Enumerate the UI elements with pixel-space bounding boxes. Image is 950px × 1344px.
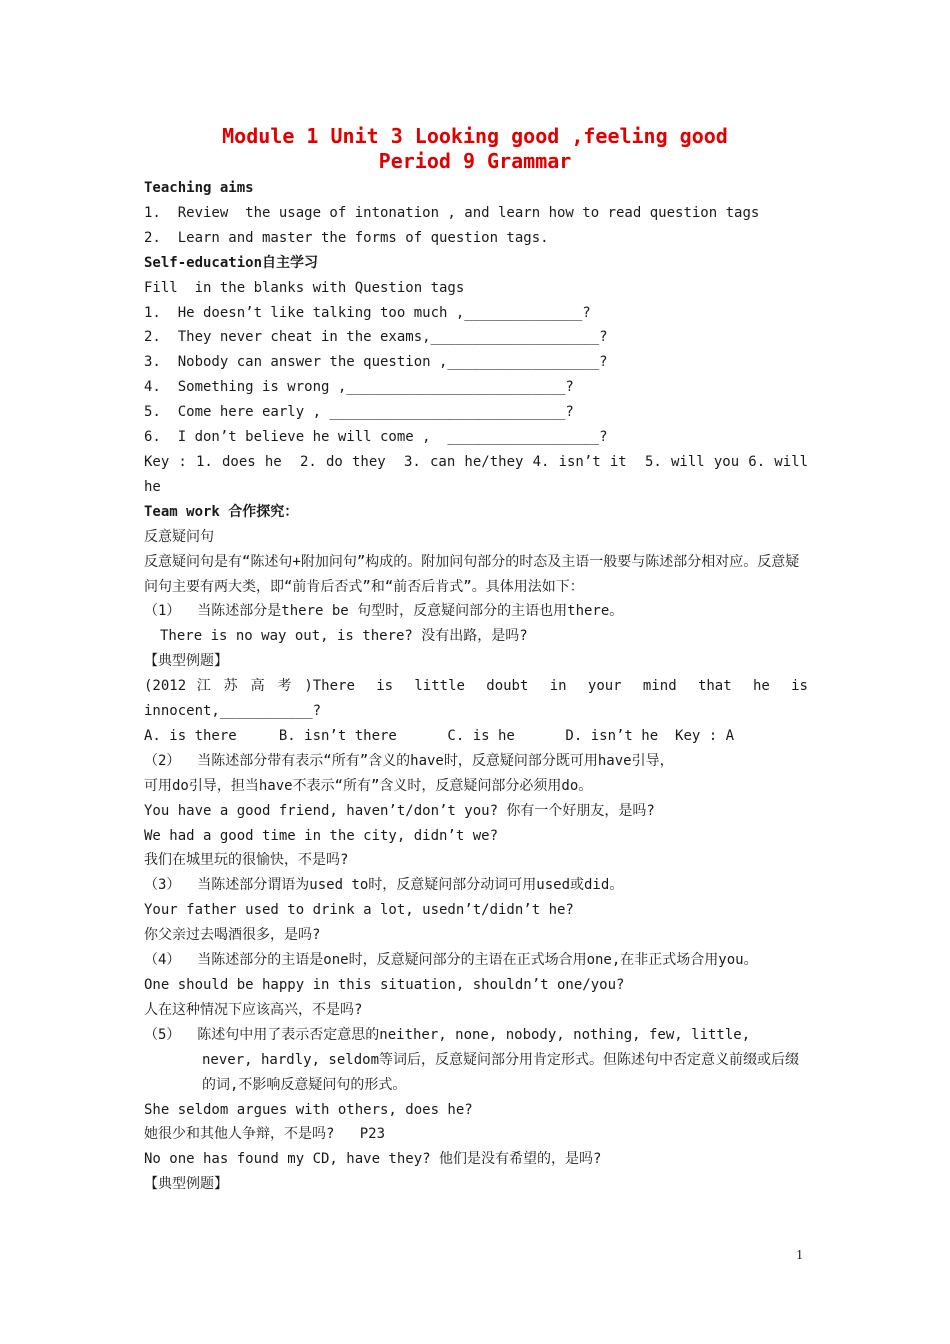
body-line: Teaching aims [144, 180, 254, 196]
body-line: (2012 江 苏 高 考 )There is little doubt in your mind that he is [144, 678, 808, 695]
document-body [144, 176, 808, 1197]
body-line: he [144, 478, 161, 495]
body-line: innocent,___________? [144, 703, 322, 720]
body-line: 你父亲过去喝酒很多，是吗? [144, 927, 321, 944]
body-line: （2） 当陈述部分带有表示“所有”含义的have时，反意疑问部分既可用have引导， [144, 752, 674, 769]
body-line: 2. They never cheat in the exams,____________________? [144, 329, 608, 346]
body-line: Self-education自主学习 [144, 254, 319, 271]
body-line: Key : 1. does he 2. do they 3. can he/they 4. isn’t it 5. will you 6. will [144, 453, 808, 470]
title-line-1: Module 1 Unit 3 Looking good ,feeling good [222, 124, 728, 148]
body-line: （4） 当陈述部分的主语是one时，反意疑问部分的主语在正式场合用one,在非正式场合用you。 [144, 952, 758, 969]
body-line: 4. Something is wrong ,__________________________? [144, 379, 574, 396]
body-line: You have a good friend, haven’t/don’t you? 你有一个好朋友，是吗? [144, 802, 655, 819]
body-line: （1） 当陈述部分是there be 句型时，反意疑问部分的主语也用there。 [144, 603, 624, 620]
body-line: We had a good time in the city, didn’t we? [144, 827, 499, 844]
body-line: （5） 陈述句中用了表示否定意思的neither, none, nobody, nothing, few, little, never, hardly, seldom等词后，反意疑问部分用肯定形式。但陈述句中否定意义前缀或后缀的词,不影响反意疑问句的形式。 [144, 1026, 800, 1093]
body-line: No one has found my CD, have they? 他们是没有希望的，是吗? [144, 1151, 602, 1168]
body-line: 她很少和其他人争辩，不是吗? P23 [144, 1126, 386, 1143]
body-line: 2. Learn and master the forms of question tags. [144, 229, 549, 246]
body-line: 可用do引导，担当have不表示“所有”含义时，反意疑问部分必须用do。 [144, 777, 593, 794]
body-line: 反意疑问句 [144, 528, 214, 545]
document-title [0, 124, 950, 174]
body-line: 5. Come here early , ____________________________? [144, 404, 574, 421]
page-number: 1 [796, 1248, 803, 1263]
body-line: 反意疑问句是有“陈述句+附加问句”构成的。附加问句部分的时态及主语一般要与陈述部分相对应。反意疑问句主要有两大类，即“前肯后否式”和“前否后肯式”。具体用法如下： [144, 553, 800, 595]
body-line: 【典型例题】 [144, 653, 228, 670]
body-line: Your father used to drink a lot, usedn’t/didn’t he? [144, 902, 574, 919]
body-line: 我们在城里玩的很愉快，不是吗? [144, 852, 349, 869]
body-line: 3. Nobody can answer the question ,__________________? [144, 354, 608, 371]
body-line: Fill in the blanks with Question tags [144, 279, 465, 296]
body-line: 1. He doesn’t like talking too much ,______________? [144, 304, 591, 321]
body-line: One should be happy in this situation, shouldn’t one/you? [144, 977, 625, 993]
body-line: 人在这种情况下应该高兴，不是吗? [144, 1001, 363, 1018]
body-line: There is no way out, is there? 没有出路，是吗? [160, 628, 528, 645]
body-line: A. is there B. isn’t there C. is he D. isn’t he Key : A [144, 727, 735, 744]
body-line: 1. Review the usage of intonation , and learn how to read question tags [144, 204, 760, 221]
body-line: 6. I don’t believe he will come , __________________? [144, 429, 608, 446]
title-line-2: Period 9 Grammar [378, 149, 572, 173]
body-line: 【典型例题】 [144, 1176, 228, 1193]
body-line: She seldom argues with others, does he? [144, 1101, 473, 1118]
body-line: （3） 当陈述部分谓语为used to时，反意疑问部分动词可用used或did。 [144, 877, 624, 894]
body-line: Team work 合作探究： [144, 503, 299, 520]
